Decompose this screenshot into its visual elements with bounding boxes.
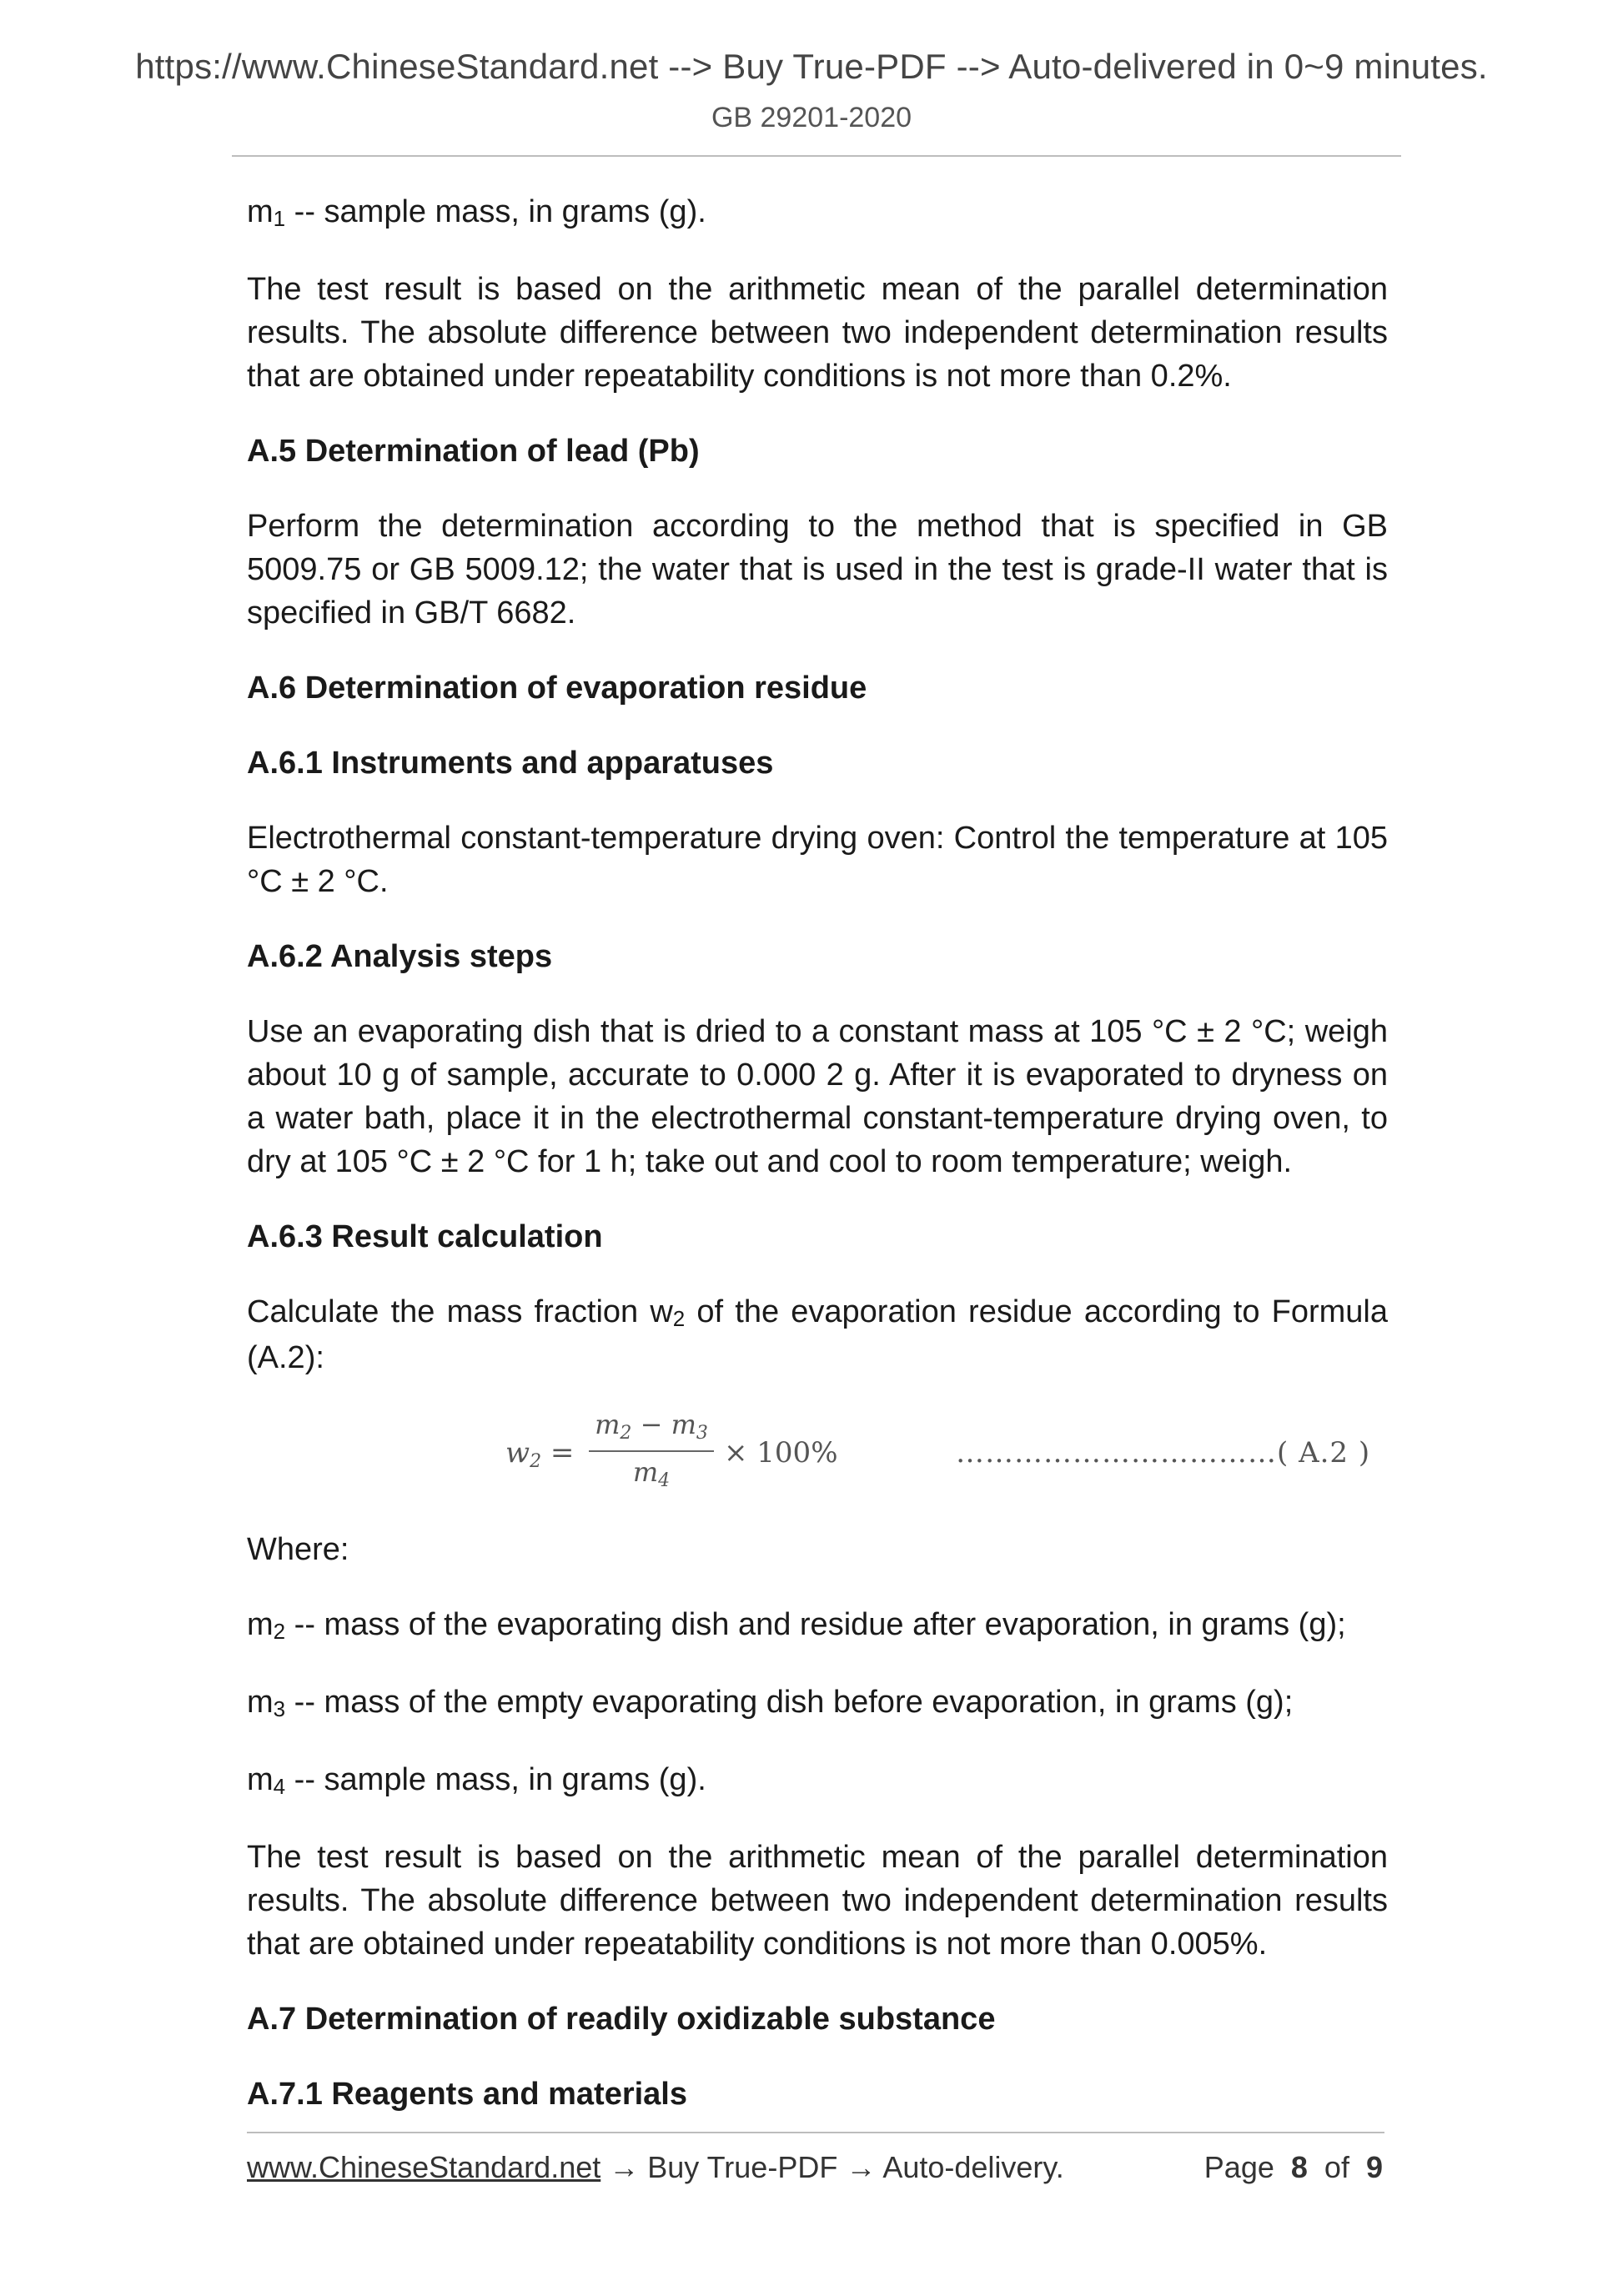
a61-text: Electrothermal constant-temperature drying oven: Control the temperature at 105 °C ± 2 °C.: [247, 821, 1388, 899]
formula-fraction: [589, 1406, 714, 1493]
heading-a71: A.7.1 Reagents and materials: [247, 2077, 687, 2112]
standard-code: GB 29201-2020: [711, 102, 912, 133]
definition-m3: m3 -- mass of the empty evaporating dish before evaporation, in grams (g);: [247, 1685, 1294, 1721]
formula-a2: [247, 1406, 1388, 1498]
formula-denominator: m4: [632, 1456, 671, 1491]
definition-m2: m2 -- mass of the evaporating dish and residue after evaporation, in grams (g);: [247, 1607, 1346, 1644]
heading-a7: A.7 Determination of readily oxidizable substance: [247, 2002, 996, 2037]
where-label: Where:: [247, 1532, 349, 1567]
formula-lhs: w2 =: [505, 1436, 575, 1472]
footer-divider: [247, 2132, 1384, 2133]
heading-a61: A.6.1 Instruments and apparatuses: [247, 746, 774, 781]
page-current: 8: [1290, 2150, 1308, 2184]
fraction-bar: [589, 1450, 714, 1452]
footer-site-link[interactable]: www.ChineseStandard.net: [247, 2150, 601, 2184]
heading-a5: A.5 Determination of lead (Pb): [247, 434, 700, 469]
formula-reference: ……………………………( A.2 ): [956, 1436, 1371, 1470]
footer-tagline: → Buy True-PDF → Auto-delivery.: [600, 2150, 1064, 2184]
result-paragraph-2: The test result is based on the arithmetic mean of the parallel determination results. The absolute difference between two independent determination results that are obtained under repeatability conditions is not more than 0.005%.: [247, 1840, 1388, 1962]
heading-a63: A.6.3 Result calculation: [247, 1219, 603, 1254]
formula-numerator: m2 − m3: [595, 1409, 708, 1444]
page-total: 9: [1365, 2150, 1383, 2184]
heading-a62: A.6.2 Analysis steps: [247, 939, 553, 974]
a5-text: Perform the determination according to the method that is specified in GB 5009.75 or GB 5009.12; the water that is used in the test is grade-II water that is specified in GB/T 6682.: [247, 509, 1388, 631]
heading-a6: A.6 Determination of evaporation residue: [247, 671, 867, 706]
footer-left: [247, 2150, 1064, 2185]
definition-m4: m4 -- sample mass, in grams (g).: [247, 1762, 706, 1799]
definition-m1: m1 -- sample mass, in grams (g).: [247, 194, 706, 231]
result-paragraph-1: The test result is based on the arithmetic mean of the parallel determination results. The absolute difference between two independent determination results that are obtained under repeatability conditions is not more than 0.2%.: [247, 272, 1388, 394]
header-divider: [232, 155, 1401, 157]
formula-multiplier: × 100%: [724, 1436, 838, 1470]
a63-text: Calculate the mass fraction w2 of the evaporation residue according to Formula (A.2):: [247, 1294, 1388, 1375]
document-body: [247, 190, 1388, 2116]
header-url-line: https://www.ChineseStandard.net --> Buy True-PDF --> Auto-delivered in 0~9 minutes.: [135, 47, 1488, 86]
page-indicator: Page 8 of 9: [1203, 2150, 1383, 2184]
a62-text: Use an evaporating dish that is dried to a constant mass at 105 °C ± 2 °C; weigh about 10 g of sample, accurate to 0.000 2 g. After it is evaporated to dryness on a water bath, place it in the electrothermal constant-temperature drying oven, to dry at 105 °C ± 2 °C for 1 h; take out and cool to room temperature; weigh.: [247, 1014, 1388, 1179]
